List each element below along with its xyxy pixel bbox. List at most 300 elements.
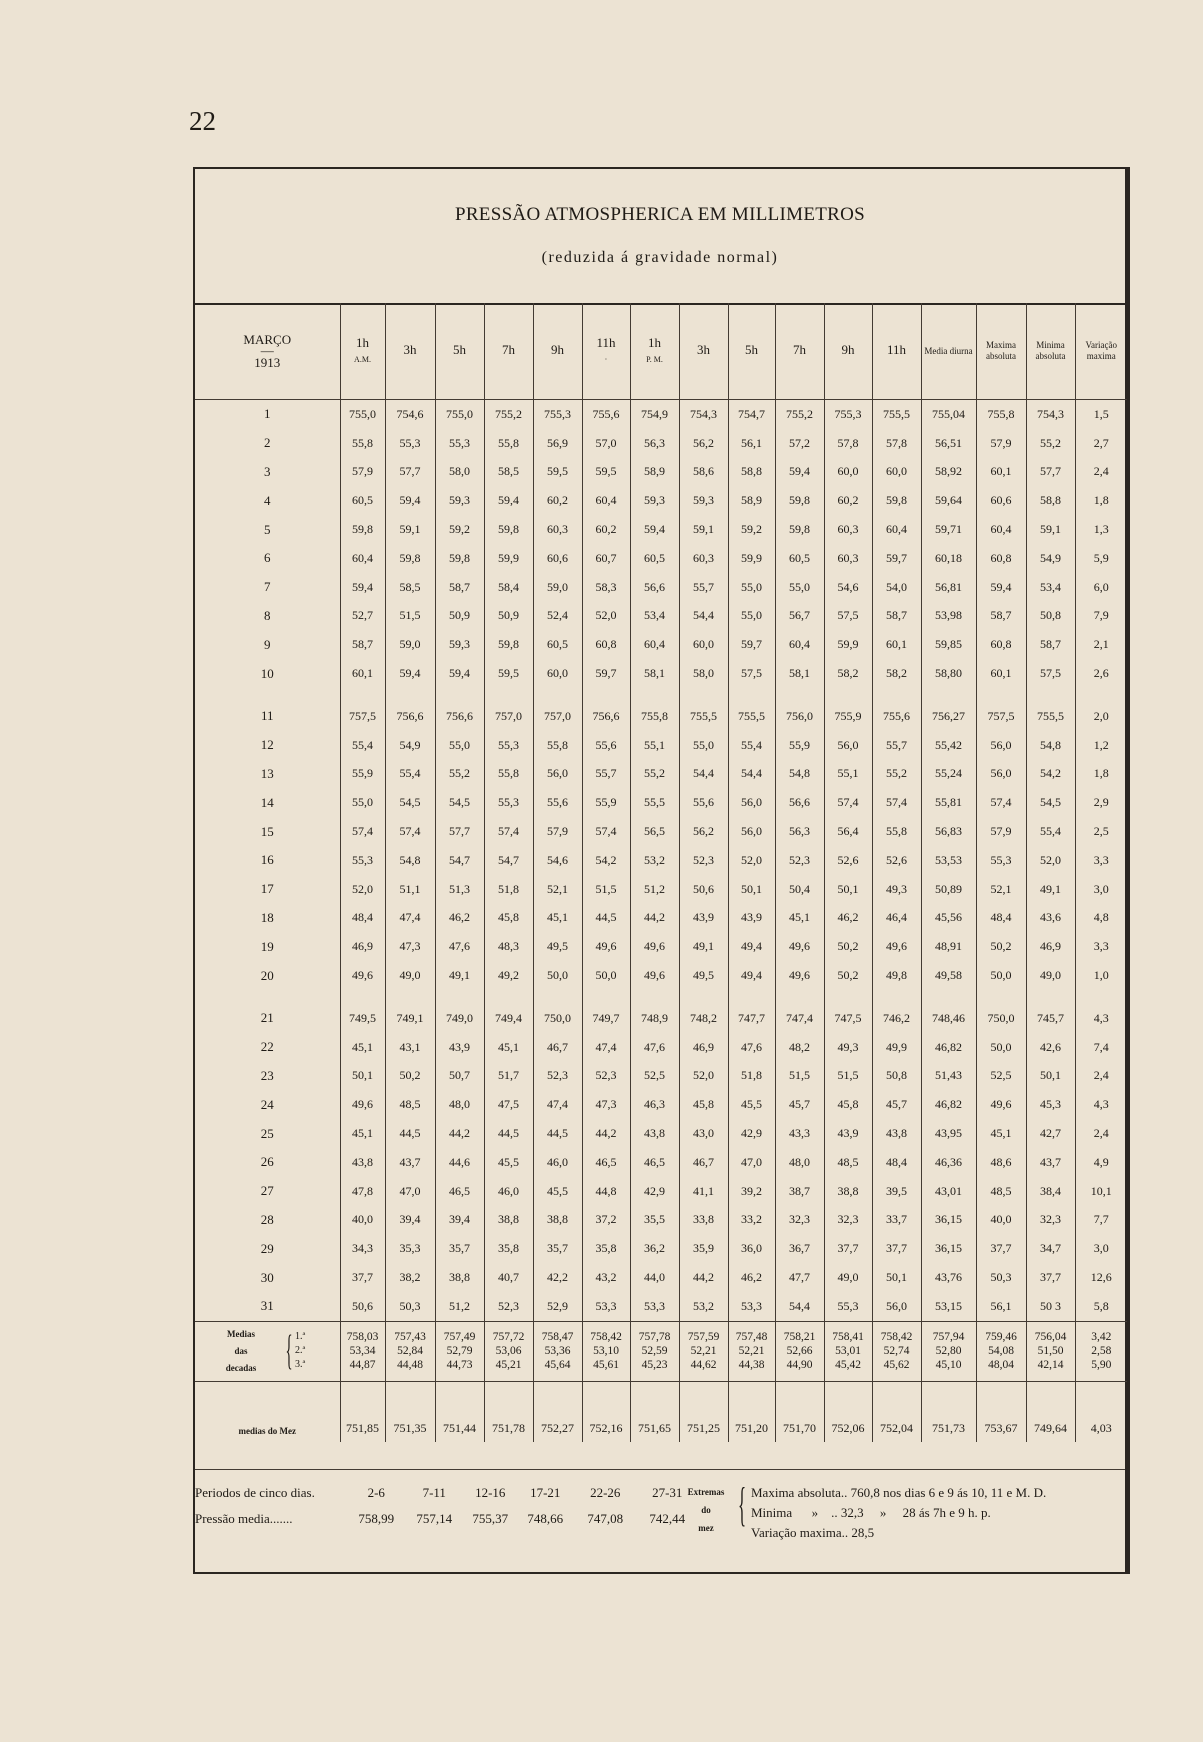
pressure-cell: 748,2: [679, 990, 728, 1033]
pressure-cell: 52,5: [976, 1062, 1026, 1091]
pressure-cell: 43,95: [921, 1119, 976, 1148]
pressure-cell: 40,0: [976, 1206, 1026, 1235]
pressure-cell: 47,4: [582, 1033, 630, 1062]
pressure-cell: 56,0: [824, 731, 872, 760]
pressure-cell: 51,8: [728, 1062, 775, 1091]
day-number: 8: [195, 602, 340, 631]
pressure-cell: 46,82: [921, 1033, 976, 1062]
pressure-cell: 53,98: [921, 602, 976, 631]
decade-value: 758,03: [346, 1331, 379, 1344]
decade-value: 53,06: [495, 1345, 522, 1358]
pressure-cell: 45,1: [976, 1119, 1026, 1148]
pressure-cell: 45,1: [340, 1033, 385, 1062]
pressure-cell: 59,5: [582, 458, 630, 487]
month-mean-cell: 749,64: [1026, 1381, 1075, 1442]
pressure-cell: 3,3: [1093, 939, 1109, 954]
pressure-cell: 60,8: [976, 544, 1026, 573]
pressure-cell: 36,15: [921, 1234, 976, 1263]
pressure-cell: 49,6: [775, 961, 824, 990]
pressure-cell: 45,56: [921, 904, 976, 933]
pressure-cell: 53,15: [921, 1292, 976, 1321]
pressure-cell: 51,5: [385, 602, 435, 631]
pressure-cell: 41,1: [679, 1177, 728, 1206]
pressure-cell: 50,6: [340, 1292, 385, 1321]
brace-symbol: {: [285, 1328, 293, 1375]
pressure-cell: 1,8: [1093, 766, 1109, 781]
day-number: 14: [195, 788, 340, 817]
pressure-cell: 55,1: [824, 760, 872, 789]
pressure-cell: 58,2: [824, 659, 872, 688]
pressure-cell: 58,1: [775, 659, 824, 688]
pressure-cell: 58,2: [872, 659, 921, 688]
day-number: 22: [195, 1033, 340, 1062]
pressure-cell: 2,4: [1093, 464, 1109, 479]
pressure-cell: 44,8: [582, 1177, 630, 1206]
pressure-cell: 54,7: [435, 846, 484, 875]
pressure-cell: 46,9: [340, 932, 385, 961]
pressure-cell: 60,0: [824, 458, 872, 487]
day-row: [195, 429, 1127, 458]
pressure-cell: 37,7: [1026, 1263, 1075, 1292]
pressure-cell: 58,8: [1026, 486, 1075, 515]
pressure-cell: 50,1: [872, 1263, 921, 1292]
pressure-cell: 48,4: [340, 904, 385, 933]
pressure-cell: 50,2: [385, 1062, 435, 1091]
day-number: 24: [195, 1090, 340, 1119]
pressure-cell: 56,7: [775, 602, 824, 631]
pressure-cell: 59,5: [533, 458, 582, 487]
pressure-cell: 57,5: [728, 659, 775, 688]
pressure-cell: 749,5: [340, 990, 385, 1033]
pressure-cell: 55,2: [1026, 429, 1075, 458]
pressure-cell: 57,4: [484, 817, 533, 846]
decade-value: 52,84: [397, 1345, 423, 1358]
pressure-cell: 4,3: [1093, 1097, 1109, 1112]
pressure-cell: 1,3: [1093, 522, 1109, 537]
pressure-cell: 755,5: [728, 688, 775, 731]
pressure-cell: 755,3: [824, 400, 872, 429]
month-mean-cell: 751,73: [921, 1381, 976, 1442]
decade-cell: [728, 1321, 775, 1381]
pressure-cell: 38,8: [533, 1206, 582, 1235]
extremas-word: Extremas: [687, 1487, 725, 1497]
page-subtitle: (reduzida á gravidade normal): [541, 249, 779, 266]
day-number: 1: [195, 400, 340, 429]
pressure-cell: 50,0: [976, 1033, 1026, 1062]
hour-label: 3h: [697, 341, 710, 357]
stat-header: Minima absoluta: [1026, 303, 1075, 400]
pressure-cell: 59,8: [775, 486, 824, 515]
pressure-cell: 43,01: [921, 1177, 976, 1206]
pressure-table: [195, 303, 1127, 1442]
stat-header: Media diurna: [921, 303, 976, 400]
period-pressure: 757,14: [416, 1511, 453, 1526]
hour-header: [435, 303, 484, 400]
day-number: 13: [195, 760, 340, 789]
pressure-label: Pressão media.......: [195, 1511, 293, 1526]
pressure-cell: 49,6: [872, 932, 921, 961]
daily-rows: [195, 400, 1127, 1322]
pressure-cell: 34,7: [1026, 1234, 1075, 1263]
pressure-cell: 52,0: [340, 875, 385, 904]
decade-cell: [340, 1321, 385, 1381]
pressure-cell: 35,5: [630, 1206, 679, 1235]
stat-header: Maxima absoluta: [976, 303, 1026, 400]
pressure-cell: 45,5: [533, 1177, 582, 1206]
pressure-cell: 4,3: [1093, 1010, 1109, 1025]
decade-value: 758,42: [880, 1331, 913, 1344]
pressure-cell: 754,9: [630, 400, 679, 429]
day-row: [195, 458, 1127, 487]
day-number: 15: [195, 817, 340, 846]
pressure-cell: 757,5: [976, 688, 1026, 731]
stat-header: Variação maxima: [1075, 303, 1127, 400]
month-mean-cell: 753,67: [976, 1381, 1026, 1442]
pressure-cell: 52,3: [582, 1062, 630, 1091]
pressure-cell: 46,9: [1026, 932, 1075, 961]
pressure-cell: 55,0: [679, 731, 728, 760]
day-row: [195, 1062, 1127, 1091]
day-row: [195, 904, 1127, 933]
pressure-cell: 48,4: [976, 904, 1026, 933]
pressure-cell: 39,4: [435, 1206, 484, 1235]
brace-symbol: {: [738, 1478, 747, 1531]
pressure-cell: 57,4: [824, 788, 872, 817]
pressure-cell: 60,5: [533, 630, 582, 659]
pressure-cell: 55,9: [582, 788, 630, 817]
hour-header: [385, 303, 435, 400]
decade-word: das: [234, 1345, 248, 1356]
pressure-cell: 55,4: [340, 731, 385, 760]
pressure-cell: 55,0: [728, 573, 775, 602]
pressure-cell: 60,2: [582, 515, 630, 544]
pressure-cell: 53,3: [728, 1292, 775, 1321]
pressure-cell: 5,8: [1093, 1298, 1109, 1313]
decade-value: 53,10: [593, 1345, 619, 1358]
hour-sub: P. M.: [646, 355, 663, 364]
pressure-cell: 55,3: [484, 731, 533, 760]
pressure-cell: 43,8: [340, 1148, 385, 1177]
pressure-cell: 755,5: [679, 688, 728, 731]
decade-cell: [435, 1321, 484, 1381]
day-number: 31: [195, 1292, 340, 1321]
pressure-cell: 55,3: [385, 429, 435, 458]
decade-value: 757,78: [638, 1331, 671, 1344]
decade-value: 52,59: [641, 1345, 668, 1358]
pressure-cell: 60,2: [824, 486, 872, 515]
pressure-cell: 55,3: [340, 846, 385, 875]
pressure-cell: 59,4: [484, 486, 533, 515]
pressure-cell: 59,8: [484, 515, 533, 544]
period-cell: 22-26: [590, 1485, 621, 1500]
pressure-cell: 747,7: [728, 990, 775, 1033]
decade-value: 53,34: [349, 1345, 376, 1358]
pressure-cell: 55,3: [484, 788, 533, 817]
day-row: [195, 731, 1127, 760]
pressure-cell: 754,3: [679, 400, 728, 429]
pressure-cell: 34,3: [340, 1234, 385, 1263]
pressure-cell: 51,1: [385, 875, 435, 904]
pressure-cell: 58,3: [582, 573, 630, 602]
pressure-cell: 55,9: [775, 731, 824, 760]
pressure-cell: 54,8: [1026, 731, 1075, 760]
pressure-cell: 754,6: [385, 400, 435, 429]
pressure-cell: 55,2: [872, 760, 921, 789]
pressure-cell: 52,0: [582, 602, 630, 631]
pressure-cell: 45,8: [824, 1090, 872, 1119]
pressure-cell: 59,4: [385, 486, 435, 515]
pressure-cell: 3,0: [1093, 881, 1109, 896]
hour-label: 1h: [356, 335, 369, 350]
decade-value: 44,90: [786, 1359, 813, 1372]
pressure-cell: 55,4: [385, 760, 435, 789]
pressure-cell: 52,0: [728, 846, 775, 875]
pressure-cell: 45,7: [775, 1090, 824, 1119]
pressure-cell: 43,2: [582, 1263, 630, 1292]
day-number: 11: [195, 688, 340, 731]
pressure-cell: 45,1: [340, 1119, 385, 1148]
pressure-cell: 44,5: [385, 1119, 435, 1148]
decade-value: 48,04: [988, 1359, 1014, 1372]
pressure-cell: 58,0: [435, 458, 484, 487]
decade-value: 757,94: [932, 1331, 965, 1344]
pressure-cell: 755,0: [340, 400, 385, 429]
pressure-cell: 59,64: [921, 486, 976, 515]
pressure-cell: 49,8: [872, 961, 921, 990]
hour-header: [533, 303, 582, 400]
decade-value: 757,48: [735, 1331, 768, 1344]
pressure-cell: 45,1: [533, 904, 582, 933]
pressure-cell: 10,1: [1090, 1183, 1112, 1198]
pressure-cell: 755,6: [582, 400, 630, 429]
pressure-cell: 49,4: [728, 961, 775, 990]
pressure-cell: 57,7: [385, 458, 435, 487]
pressure-cell: 55,8: [533, 731, 582, 760]
pressure-cell: 60,1: [872, 630, 921, 659]
pressure-cell: 33,7: [872, 1206, 921, 1235]
pressure-cell: 47,3: [582, 1090, 630, 1119]
pressure-cell: 2,0: [1093, 708, 1109, 723]
pressure-cell: 49,3: [824, 1033, 872, 1062]
pressure-cell: 56,0: [976, 731, 1026, 760]
pressure-cell: 55,6: [582, 731, 630, 760]
pressure-cell: 58,7: [340, 630, 385, 659]
pressure-cell: 35,7: [533, 1234, 582, 1263]
pressure-cell: 48,5: [385, 1090, 435, 1119]
pressure-cell: 32,3: [824, 1206, 872, 1235]
pressure-cell: 55,42: [921, 731, 976, 760]
pressure-cell: 45,5: [484, 1148, 533, 1177]
pressure-cell: 56,4: [824, 817, 872, 846]
pressure-cell: 54,6: [533, 846, 582, 875]
day-number: 26: [195, 1148, 340, 1177]
decade-value: 756,04: [1034, 1331, 1067, 1344]
hour-header: [484, 303, 533, 400]
pressure-cell: 59,8: [385, 544, 435, 573]
pressure-cell: 52,5: [630, 1062, 679, 1091]
day-row: [195, 544, 1127, 573]
pressure-cell: 35,8: [484, 1234, 533, 1263]
hour-header: [679, 303, 728, 400]
pressure-cell: 55,2: [435, 760, 484, 789]
pressure-cell: 47,5: [484, 1090, 533, 1119]
month-mean-row: [195, 1381, 1127, 1442]
pressure-cell: 57,4: [872, 788, 921, 817]
pressure-cell: 4,8: [1093, 910, 1109, 925]
period-pressure: 742,44: [649, 1511, 686, 1526]
pressure-cell: 44,5: [484, 1119, 533, 1148]
hour-label: 7h: [793, 341, 806, 357]
period-pressure: 758,99: [358, 1511, 395, 1526]
pressure-cell: 54,2: [582, 846, 630, 875]
day-number: 17: [195, 875, 340, 904]
day-row: [195, 659, 1127, 688]
pressure-cell: 59,0: [385, 630, 435, 659]
pressure-cell: 50,0: [976, 961, 1026, 990]
month-mean-cell: 752,16: [582, 1381, 630, 1442]
decade-value: 44,48: [397, 1359, 423, 1372]
pressure-cell: 39,4: [385, 1206, 435, 1235]
day-number: 4: [195, 486, 340, 515]
pressure-cell: 59,9: [484, 544, 533, 573]
pressure-cell: 52,1: [533, 875, 582, 904]
pressure-cell: 745,7: [1026, 990, 1075, 1033]
pressure-cell: 43,7: [385, 1148, 435, 1177]
footer-summary: [195, 1469, 1125, 1574]
pressure-cell: 5,9: [1093, 550, 1109, 565]
decade-value: 758,41: [832, 1331, 864, 1344]
pressure-cell: 45,5: [728, 1090, 775, 1119]
pressure-cell: 38,2: [385, 1263, 435, 1292]
pressure-cell: 60,0: [679, 630, 728, 659]
pressure-cell: 49,6: [582, 932, 630, 961]
decade-value: 52,74: [883, 1345, 910, 1358]
decade-value: 758,47: [541, 1331, 574, 1344]
pressure-cell: 754,7: [728, 400, 775, 429]
day-number: 5: [195, 515, 340, 544]
pressure-cell: 51,3: [435, 875, 484, 904]
pressure-cell: 35,8: [582, 1234, 630, 1263]
decade-value: 52,80: [935, 1345, 962, 1358]
pressure-cell: 59,4: [630, 515, 679, 544]
decade-value: 5,90: [1091, 1359, 1112, 1372]
pressure-cell: 60,4: [630, 630, 679, 659]
pressure-cell: 50,7: [435, 1062, 484, 1091]
pressure-cell: 56,3: [775, 817, 824, 846]
pressure-cell: 58,8: [728, 458, 775, 487]
decade-value: 758,42: [590, 1331, 622, 1344]
decade-value: 52,66: [786, 1345, 813, 1358]
pressure-cell: 55,3: [976, 846, 1026, 875]
pressure-cell: 47,0: [728, 1148, 775, 1177]
pressure-cell: 60,3: [824, 515, 872, 544]
pressure-cell: 51,5: [824, 1062, 872, 1091]
pressure-cell: 1,2: [1093, 737, 1109, 752]
pressure-cell: 44,2: [630, 904, 679, 933]
pressure-cell: 53,53: [921, 846, 976, 875]
pressure-cell: 46,5: [582, 1148, 630, 1177]
pressure-cell: 55,0: [435, 731, 484, 760]
pressure-cell: 50,1: [1026, 1062, 1075, 1091]
pressure-cell: 46,82: [921, 1090, 976, 1119]
pressure-cell: 7,7: [1093, 1212, 1109, 1227]
decade-value: 2,58: [1091, 1345, 1112, 1358]
pressure-cell: 35,3: [385, 1234, 435, 1263]
pressure-cell: 46,2: [824, 904, 872, 933]
pressure-cell: 3,3: [1093, 852, 1109, 867]
pressure-cell: 50,2: [824, 961, 872, 990]
pressure-cell: 59,8: [435, 544, 484, 573]
pressure-cell: 749,1: [385, 990, 435, 1033]
pressure-cell: 60,6: [533, 544, 582, 573]
pressure-cell: 49,58: [921, 961, 976, 990]
pressure-cell: 52,9: [533, 1292, 582, 1321]
hour-header: [728, 303, 775, 400]
decade-cell: [824, 1321, 872, 1381]
pressure-cell: 36,2: [630, 1234, 679, 1263]
pressure-cell: 51,7: [484, 1062, 533, 1091]
day-number: 12: [195, 731, 340, 760]
pressure-cell: 59,2: [435, 515, 484, 544]
pressure-cell: 39,5: [872, 1177, 921, 1206]
month-mean-cell: 4,03: [1075, 1381, 1127, 1442]
day-row: [195, 932, 1127, 961]
pressure-cell: 746,2: [872, 990, 921, 1033]
pressure-cell: 58,6: [679, 458, 728, 487]
pressure-row: [195, 1511, 696, 1527]
periods-label: Periodos de cinco dias.: [195, 1485, 315, 1500]
pressure-cell: 750,0: [533, 990, 582, 1033]
day-number: 10: [195, 659, 340, 688]
pressure-cell: 58,7: [872, 602, 921, 631]
pressure-cell: 54,9: [1026, 544, 1075, 573]
pressure-cell: 49,6: [630, 932, 679, 961]
pressure-cell: 40,0: [340, 1206, 385, 1235]
decade-words: [201, 1326, 281, 1377]
extremas-word: mez: [698, 1523, 714, 1533]
pressure-cell: 38,8: [435, 1263, 484, 1292]
pressure-cell: 46,2: [728, 1263, 775, 1292]
pressure-cell: 58,9: [728, 486, 775, 515]
day-row: [195, 602, 1127, 631]
day-row: [195, 1292, 1127, 1321]
month-mean-cell: 751,35: [385, 1381, 435, 1442]
pressure-cell: 39,2: [728, 1177, 775, 1206]
decade-cell: [872, 1321, 921, 1381]
decade-value: 45,10: [935, 1359, 962, 1372]
pressure-cell: 54,7: [484, 846, 533, 875]
pressure-cell: 49,9: [872, 1033, 921, 1062]
pressure-cell: 48,6: [976, 1148, 1026, 1177]
pressure-cell: 47,6: [728, 1033, 775, 1062]
pressure-cell: 59,4: [385, 659, 435, 688]
pressure-cell: 42,7: [1026, 1119, 1075, 1148]
pressure-cell: 55,3: [435, 429, 484, 458]
pressure-cell: 55,0: [728, 602, 775, 631]
pressure-cell: 1,5: [1093, 406, 1109, 421]
decade-value: 45,61: [593, 1359, 619, 1372]
pressure-cell: 55,8: [340, 429, 385, 458]
pressure-cell: 42,9: [728, 1119, 775, 1148]
pressure-cell: 58,5: [484, 458, 533, 487]
pressure-cell: 750,0: [976, 990, 1026, 1033]
pressure-cell: 53,3: [582, 1292, 630, 1321]
pressure-cell: 52,4: [533, 602, 582, 631]
hour-header: [872, 303, 921, 400]
decade-value: 757,43: [394, 1331, 426, 1344]
pressure-cell: 42,9: [630, 1177, 679, 1206]
pressure-cell: 60,5: [340, 486, 385, 515]
